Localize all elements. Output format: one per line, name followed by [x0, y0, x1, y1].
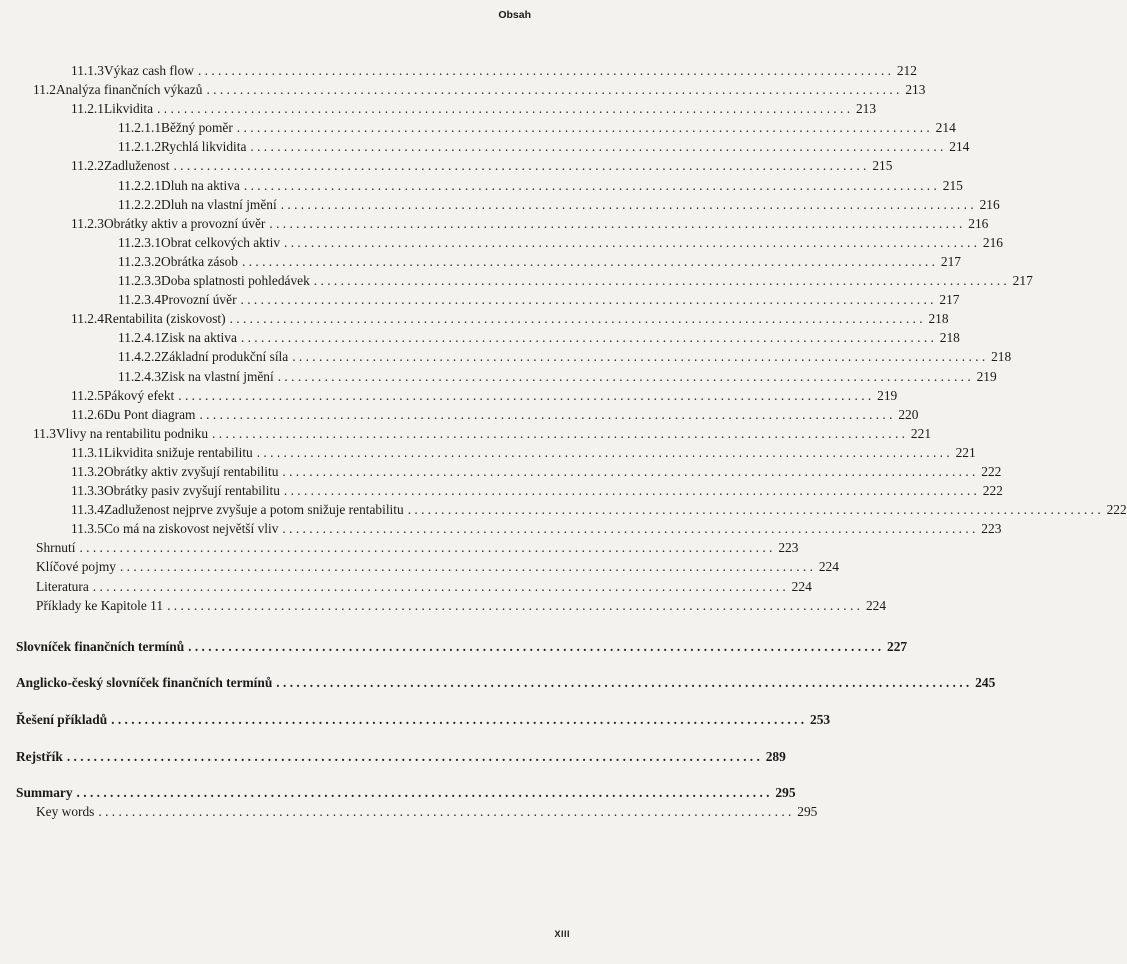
toc-entry-number: 11.3 — [33, 425, 56, 441]
toc-entry[interactable] — [16, 405, 919, 424]
dot-leader — [198, 61, 891, 80]
toc-entry-page: 216 — [968, 215, 989, 231]
dot-leader — [244, 176, 937, 195]
dot-leader — [77, 783, 770, 802]
toc-entry-number: 11.2.3.3 — [118, 273, 162, 289]
toc-entry-page: 214 — [949, 139, 970, 155]
toc-entry-page: 215 — [872, 158, 893, 174]
dot-leader — [257, 443, 950, 462]
toc-entry[interactable] — [16, 118, 956, 137]
toc-entry[interactable] — [16, 290, 960, 309]
toc-entry[interactable] — [16, 195, 1000, 214]
dot-leader — [199, 405, 892, 424]
toc-entry[interactable] — [16, 271, 1033, 290]
toc-entry-title: Doba splatnosti pohledávek — [161, 273, 310, 289]
toc-entry-page: 224 — [865, 597, 887, 613]
toc-entry[interactable] — [16, 424, 932, 443]
dot-leader — [242, 252, 935, 271]
dot-leader — [237, 118, 930, 137]
toc-entry-page: 224 — [818, 559, 839, 575]
toc-entry[interactable] — [16, 462, 1002, 481]
dot-leader — [314, 271, 1007, 290]
dot-leader — [241, 290, 934, 309]
dot-leader — [178, 386, 871, 405]
dot-leader — [269, 214, 962, 233]
toc-entry-page: 218 — [928, 311, 949, 327]
toc-entry-title: Dluh na aktiva — [161, 177, 240, 193]
toc-entry[interactable] — [16, 61, 917, 80]
toc-entry[interactable] — [16, 386, 898, 405]
toc-subentry[interactable] — [16, 802, 818, 821]
toc-entry[interactable] — [16, 347, 1012, 366]
toc-entry-title: Likvidita — [103, 101, 154, 117]
toc-chapter[interactable] — [16, 637, 908, 656]
toc-entry-title: Běžný poměr — [161, 120, 233, 136]
dot-leader — [278, 367, 971, 386]
dot-leader — [292, 347, 985, 366]
toc-entry[interactable] — [16, 577, 812, 596]
toc-entry-page: 217 — [939, 292, 960, 308]
toc-entry-title: Summary — [16, 785, 73, 801]
toc-entry[interactable] — [16, 367, 997, 386]
dot-leader — [276, 673, 969, 692]
toc-entry[interactable] — [16, 557, 839, 576]
toc-entry-number: 11.3.3 — [71, 483, 104, 499]
toc-entry-title: Obrátky aktiv a provozní úvěr — [103, 215, 266, 231]
toc-entry-page: 213 — [905, 82, 926, 98]
running-header: Obsah — [498, 9, 531, 21]
toc-entry-number: 11.2.3 — [71, 215, 104, 231]
toc-entry-page: 213 — [855, 101, 877, 117]
toc-entry-number: 11.2.1 — [71, 101, 104, 117]
toc-entry-title: Zadluženost nejprve zvyšuje a potom snižuje rentabilitu — [103, 502, 404, 518]
toc-entry[interactable] — [16, 176, 963, 195]
toc-entry-title: Obrátka zásob — [161, 253, 238, 269]
toc-entry-number: 11.4.2.2 — [118, 349, 162, 365]
toc-entry[interactable] — [16, 99, 877, 118]
toc-entry-number: 11.3.2 — [71, 463, 104, 479]
toc-entry-title: Výkaz cash flow — [103, 63, 194, 78]
toc-entry[interactable] — [16, 538, 799, 557]
table-of-contents — [16, 61, 1127, 821]
toc-entry-page: 222 — [1106, 502, 1127, 518]
toc-entry-page: 295 — [775, 785, 796, 801]
toc-entry-page: 223 — [778, 540, 799, 556]
toc-entry-number: 11.2.4.3 — [118, 368, 162, 384]
toc-chapter[interactable] — [16, 710, 831, 729]
toc-entry-title: Obrátky pasiv zvyšují rentabilitu — [103, 483, 280, 499]
dot-leader — [79, 538, 772, 557]
toc-entry-page: 217 — [1012, 273, 1033, 289]
dot-leader — [250, 137, 943, 156]
toc-entry-page: 227 — [887, 638, 908, 654]
toc-entry[interactable] — [16, 137, 970, 156]
toc-entry-number: 11.3.1 — [71, 444, 104, 460]
toc-entry-number: 11.2.1.1 — [118, 120, 162, 136]
toc-entry-page: 295 — [797, 804, 818, 820]
dot-leader — [98, 802, 791, 821]
toc-entry-page: 215 — [942, 177, 963, 193]
toc-entry-title: Rejstřík — [16, 748, 63, 764]
toc-entry-title: Zisk na aktiva — [161, 330, 237, 346]
toc-entry[interactable] — [16, 233, 1003, 252]
dot-leader — [188, 637, 881, 656]
toc-entry-title: Pákový efekt — [103, 387, 175, 403]
toc-entry-title: Obrat celkových aktiv — [161, 234, 281, 250]
dot-leader — [284, 481, 977, 500]
toc-entry-title: Key words — [36, 804, 95, 820]
toc-entry-page: 220 — [898, 406, 919, 422]
toc-entry[interactable] — [16, 596, 887, 615]
toc-entry-number: 11.2.5 — [71, 387, 104, 403]
toc-entry[interactable] — [16, 328, 960, 347]
toc-entry-page: 218 — [939, 330, 960, 346]
toc-entry[interactable] — [16, 156, 893, 175]
dot-leader — [408, 500, 1101, 519]
toc-entry-number: 11.2.3.1 — [118, 234, 162, 250]
toc-entry-page: 222 — [982, 483, 1003, 499]
toc-entry-title: Dluh na vlastní jmění — [161, 196, 277, 212]
dot-leader — [157, 99, 850, 118]
toc-entry-title: Literatura — [36, 578, 89, 594]
toc-entry-title: Základní produkční síla — [161, 349, 289, 365]
toc-chapter[interactable] — [16, 747, 786, 766]
toc-entry-page: 216 — [982, 234, 1003, 250]
toc-entry-title: Likvidita snižuje rentabilitu — [103, 444, 253, 460]
page-number: XIII — [554, 929, 570, 939]
toc-entry[interactable] — [16, 519, 1002, 538]
toc-entry-number: 11.2.3.4 — [118, 292, 162, 308]
toc-entry-page: 289 — [765, 748, 786, 764]
toc-entry[interactable] — [16, 309, 949, 328]
toc-entry-title: Řešení příkladů — [16, 711, 108, 727]
toc-entry-title: Anglicko-český slovníček finančních termínů — [16, 675, 273, 691]
toc-entry-number: 11.2.1.2 — [118, 139, 162, 155]
dot-leader — [206, 80, 899, 99]
toc-entry-page: 221 — [910, 425, 932, 441]
dot-leader — [93, 577, 786, 596]
dot-leader — [120, 557, 813, 576]
toc-entry-title: Co má na ziskovost největší vliv — [103, 521, 279, 537]
toc-entry-number: 11.2.3.2 — [118, 253, 162, 269]
dot-leader — [281, 195, 974, 214]
toc-entry-page: 219 — [976, 368, 997, 384]
toc-entry-page: 222 — [981, 463, 1002, 479]
toc-entry[interactable] — [16, 481, 1003, 500]
toc-entry-page: 216 — [979, 196, 1000, 212]
toc-entry-number: 11.2.4 — [71, 311, 104, 327]
toc-entry-page: 219 — [877, 387, 898, 403]
dot-leader — [284, 233, 977, 252]
toc-entry-page: 217 — [940, 253, 961, 269]
toc-entry-page: 224 — [791, 578, 812, 594]
toc-entry[interactable] — [16, 252, 961, 271]
dot-leader — [282, 519, 975, 538]
toc-entry-number: 11.1.3 — [71, 63, 104, 78]
toc-entry-number: 11.2.2.1 — [118, 177, 162, 193]
toc-entry-title: Vlivy na rentabilitu podniku — [55, 425, 209, 441]
dot-leader — [173, 156, 866, 175]
toc-entry-title: Shrnutí — [36, 540, 76, 556]
toc-entry-page: 214 — [935, 120, 956, 136]
toc-entry[interactable] — [16, 443, 976, 462]
toc-entry-page: 212 — [896, 63, 917, 78]
toc-entry-number: 11.3.4 — [71, 502, 104, 518]
toc-entry-page: 223 — [981, 521, 1002, 537]
dot-leader — [111, 710, 804, 729]
toc-entry-title: Zadluženost — [103, 158, 170, 174]
toc-entry-number: 11.2.6 — [71, 406, 104, 422]
toc-chapter[interactable] — [16, 783, 796, 802]
toc-entry[interactable] — [16, 80, 926, 99]
toc-entry-number: 11.2.2.2 — [118, 196, 162, 212]
dot-leader — [241, 328, 934, 347]
toc-entry-title: Klíčové pojmy — [36, 559, 116, 575]
dot-leader — [212, 424, 905, 443]
toc-chapter[interactable] — [16, 673, 996, 692]
toc-entry-page: 218 — [991, 349, 1012, 365]
toc-entry-title: Du Pont diagram — [103, 406, 196, 422]
toc-entry-title: Obrátky aktiv zvyšují rentabilitu — [103, 463, 279, 479]
toc-entry-title: Rychlá likvidita — [161, 139, 247, 155]
toc-entry-page: 253 — [810, 711, 831, 727]
toc-entry[interactable] — [16, 214, 989, 233]
toc-entry-title: Příklady ke Kapitole 11 — [36, 597, 164, 613]
toc-entry[interactable] — [16, 500, 1127, 519]
toc-entry-title: Provozní úvěr — [161, 292, 237, 308]
toc-entry-page: 245 — [975, 675, 996, 691]
toc-entry-number: 11.2 — [33, 82, 56, 98]
toc-entry-number: 11.2.2 — [71, 158, 104, 174]
toc-entry-title: Rentabilita (ziskovost) — [103, 311, 226, 327]
toc-entry-number: 11.2.4.1 — [118, 330, 162, 346]
dot-leader — [230, 309, 923, 328]
toc-entry-title: Zisk na vlastní jmění — [161, 368, 274, 384]
toc-entry-number: 11.3.5 — [71, 521, 104, 537]
toc-entry-title: Slovníček finančních termínů — [16, 638, 185, 654]
dot-leader — [167, 596, 860, 615]
toc-entry-page: 221 — [955, 444, 976, 460]
toc-entry-title: Analýza finančních výkazů — [55, 82, 203, 98]
dot-leader — [282, 462, 975, 481]
dot-leader — [67, 747, 760, 766]
